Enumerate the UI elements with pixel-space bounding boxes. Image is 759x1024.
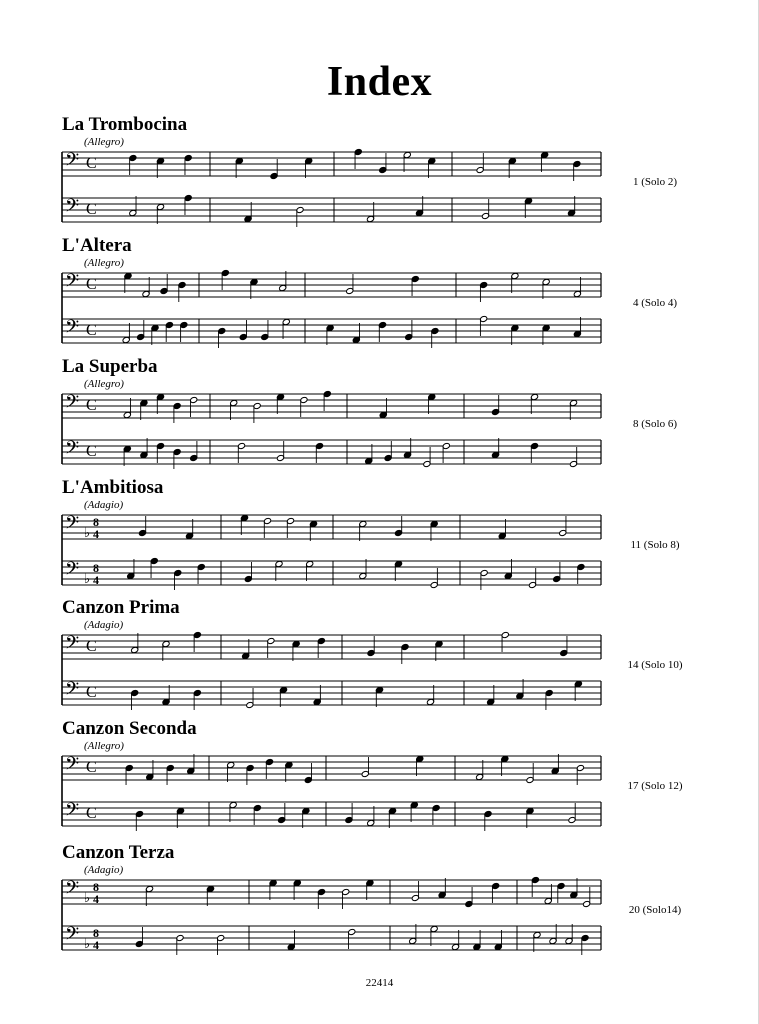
- bass-clef-icon: 𝄢: [65, 271, 80, 296]
- music-system: [0, 356, 759, 476]
- lower-staff: [62, 194, 601, 227]
- lower-staff: [62, 800, 601, 831]
- music-system: [0, 597, 759, 717]
- music-system: [0, 718, 759, 838]
- music-system: [0, 114, 759, 234]
- tempo-marking: (Adagio): [84, 499, 124, 511]
- index-entry: [0, 718, 759, 838]
- bass-clef-icon: 𝄢: [65, 317, 80, 342]
- plate-number: 22414: [365, 977, 394, 989]
- bass-clef-icon: 𝄢: [65, 150, 80, 175]
- music-system: [0, 477, 759, 597]
- index-entry: [0, 842, 759, 962]
- time-signature: C: [86, 443, 97, 460]
- lower-staff: [62, 924, 601, 955]
- upper-staff: [62, 148, 601, 181]
- time-signature-top: 8: [93, 926, 99, 940]
- index-entry: [0, 356, 759, 476]
- time-signature: C: [86, 201, 97, 218]
- flat-key-signature-icon: ♭: [84, 891, 91, 906]
- bass-clef-icon: 𝄢: [65, 924, 80, 949]
- tempo-marking: (Allegro): [84, 740, 124, 752]
- time-signature: C: [86, 397, 97, 414]
- bass-clef-icon: 𝄢: [65, 633, 80, 658]
- index-entry: [0, 597, 759, 717]
- bass-clef-icon: 𝄢: [65, 800, 80, 825]
- time-signature: C: [86, 276, 97, 293]
- page-reference: 17 (Solo 12): [627, 780, 683, 792]
- page-title: Index: [326, 59, 433, 105]
- flat-key-signature-icon: ♭: [84, 937, 91, 952]
- bass-clef-icon: 𝄢: [65, 392, 80, 417]
- lower-staff: [62, 557, 601, 590]
- time-signature-top: 8: [93, 515, 99, 529]
- page-reference: 8 (Solo 6): [633, 418, 677, 430]
- page-reference: 14 (Solo 10): [627, 659, 683, 671]
- piece-title: La Trombocina: [62, 114, 188, 135]
- tempo-marking: (Allegro): [84, 136, 124, 148]
- bass-clef-icon: 𝄢: [65, 559, 80, 584]
- upper-staff: [62, 269, 601, 302]
- bass-clef-icon: 𝄢: [65, 878, 80, 903]
- music-system: [0, 235, 759, 355]
- bass-clef-icon: 𝄢: [65, 438, 80, 463]
- page-reference: 11 (Solo 8): [630, 539, 680, 551]
- bass-clef-icon: 𝄢: [65, 679, 80, 704]
- piece-title: La Superba: [62, 356, 158, 377]
- time-signature: C: [86, 155, 97, 172]
- piece-title: Canzon Prima: [62, 597, 180, 618]
- tempo-marking: (Allegro): [84, 378, 124, 390]
- index-entry: [0, 114, 759, 234]
- lower-staff: [62, 438, 601, 469]
- time-signature-bottom: 4: [93, 938, 99, 952]
- time-signature: C: [86, 805, 97, 822]
- time-signature-bottom: 4: [93, 892, 99, 906]
- bass-clef-icon: 𝄢: [65, 513, 80, 538]
- tempo-marking: (Allegro): [84, 257, 124, 269]
- bass-clef-icon: 𝄢: [65, 196, 80, 221]
- index-entry: [0, 477, 759, 597]
- time-signature: C: [86, 684, 97, 701]
- upper-staff: [62, 631, 601, 664]
- time-signature-bottom: 4: [93, 573, 99, 587]
- upper-staff: [62, 754, 601, 785]
- flat-key-signature-icon: ♭: [84, 526, 91, 541]
- lower-staff: [62, 679, 601, 710]
- time-signature: C: [86, 638, 97, 655]
- flat-key-signature-icon: ♭: [84, 572, 91, 587]
- time-signature: C: [86, 322, 97, 339]
- time-signature-bottom: 4: [93, 527, 99, 541]
- time-signature: C: [86, 759, 97, 776]
- time-signature-top: 8: [93, 880, 99, 894]
- page-reference: 20 (Solo14): [628, 904, 682, 916]
- page-reference: 4 (Solo 4): [633, 297, 677, 309]
- page-reference: 1 (Solo 2): [633, 176, 677, 188]
- piece-title: Canzon Terza: [62, 842, 175, 863]
- time-signature-top: 8: [93, 561, 99, 575]
- piece-title: L'Altera: [62, 235, 132, 256]
- lower-staff: [62, 315, 601, 348]
- index-entry: [0, 235, 759, 355]
- piece-title: Canzon Seconda: [62, 718, 197, 739]
- music-system: [0, 842, 759, 962]
- upper-staff: [62, 390, 601, 423]
- tempo-marking: (Adagio): [84, 619, 124, 631]
- bass-clef-icon: 𝄢: [65, 754, 80, 779]
- piece-title: L'Ambitiosa: [62, 477, 164, 498]
- tempo-marking: (Adagio): [84, 864, 124, 876]
- upper-staff: [62, 876, 601, 909]
- upper-staff: [62, 513, 601, 541]
